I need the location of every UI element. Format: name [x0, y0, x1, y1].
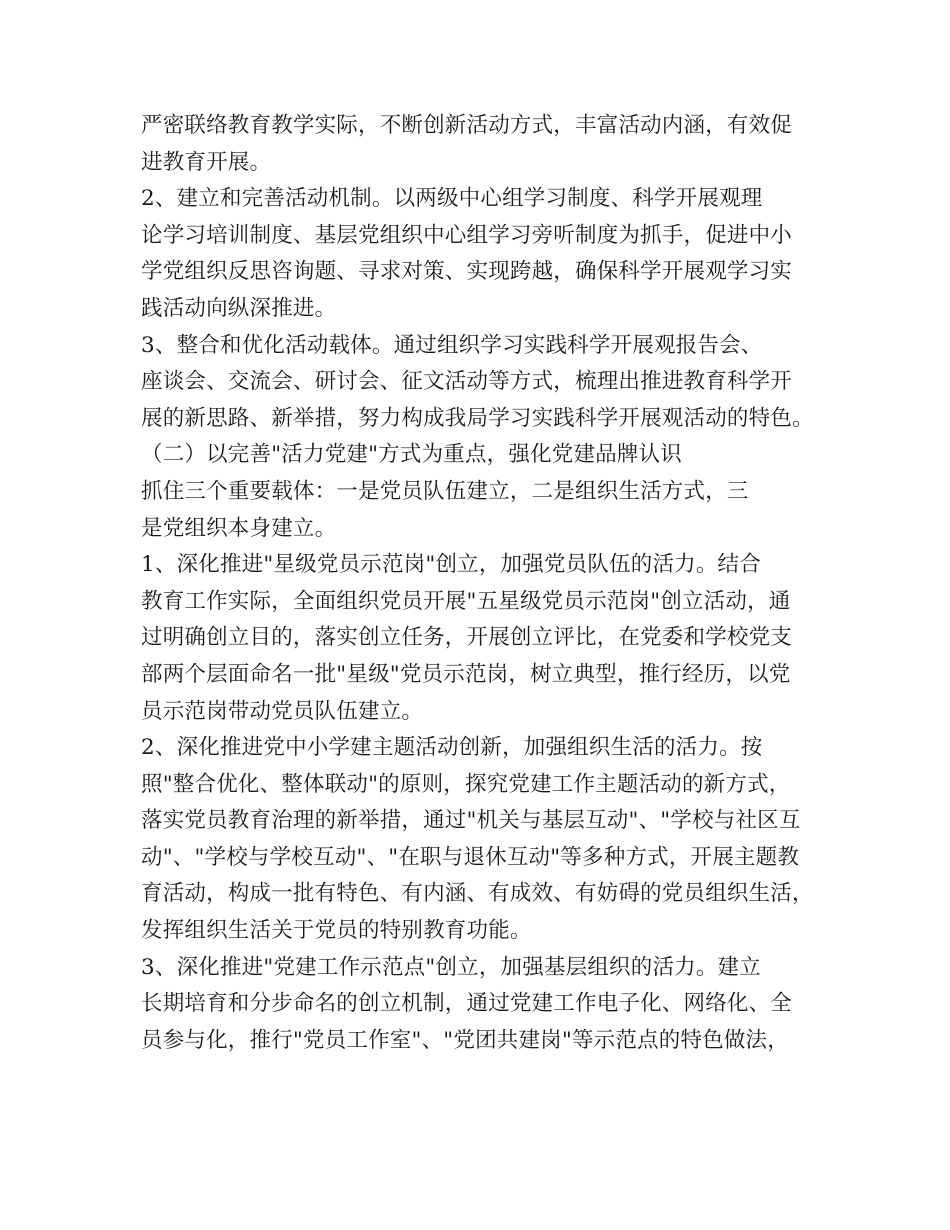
- text-line: 进教育开展。: [141, 149, 272, 175]
- text-line: 座谈会、交流会、研讨会、征文活动等方式，梳理出推进教育科学开: [141, 369, 793, 395]
- text-line: 过明确创立目的，落实创立任务，开展创立评比，在党委和学校党支: [141, 625, 793, 651]
- document-body: [141, 108, 826, 1059]
- text-line: 3、整合和优化活动载体。通过组织学习实践科学开展观报告会、: [141, 332, 763, 358]
- text-line: 严密联络教育教学实际，不断创新活动方式，丰富活动内涵，有效促: [141, 113, 793, 138]
- text-line: 长期培育和分步命名的创立机制，通过党建工作电子化、网络化、全: [141, 991, 793, 1017]
- text-line: 展的新思路、新举措，努力构成我局学习实践科学开展观活动的特色。: [141, 405, 814, 431]
- text-line: 2、深化推进党中小学建主题活动创新，加强组织生活的活力。按: [141, 735, 763, 761]
- text-line: 发挥组织生活关于党员的特别教育功能。: [141, 918, 532, 944]
- text-line: 是党组织本身建立。: [141, 515, 337, 541]
- text-line: 部两个层面命名一批"星级"党员示范岗，树立典型，推行经历，以党: [141, 661, 791, 687]
- text-line: 践活动向纵深推进。: [141, 295, 337, 321]
- text-line: 1、深化推进"星级党员示范岗"创立，加强党员队伍的活力。结合: [141, 552, 761, 578]
- text-line: 育活动，构成一批有特色、有内涵、有成效、有妨碍的党员组织生活，: [141, 881, 814, 907]
- text-line: 员参与化，推行"党员工作室"、"党团共建岗"等示范点的特色做法，: [141, 1027, 789, 1053]
- text-line: 2、建立和完善活动机制。以两级中心组学习制度、科学开展观理: [141, 186, 763, 212]
- text-line: 3、深化推进"党建工作示范点"创立，加强基层组织的活力。建立: [141, 954, 761, 980]
- text-line: 学党组织反思咨询题、寻求对策、实现跨越，确保科学开展观学习实: [141, 259, 793, 285]
- text-line: 落实党员教育治理的新举措，通过"机关与基层互动"、"学校与社区互: [141, 808, 801, 834]
- text-line: 论学习培训制度、基层党组织中心组学习旁听制度为抓手，促进中小: [141, 222, 793, 248]
- text-line: 动"、"学校与学校互动"、"在职与退休互动"等多种方式，开展主题教: [141, 844, 800, 870]
- text-line: 抓住三个重要载体：一是党员队伍建立，二是组织生活方式，三: [141, 478, 749, 504]
- text-line: 教育工作实际，全面组织党员开展"五星级党员示范岗"创立活动，通: [141, 588, 791, 614]
- section-heading-line: （二）以完善"活力党建"方式为重点，强化党建品牌认识: [141, 442, 682, 468]
- text-line: 照"整合优化、整体联动"的原则，探究党建工作主题活动的新方式，: [141, 771, 791, 797]
- text-line: 员示范岗带动党员队伍建立。: [141, 698, 424, 724]
